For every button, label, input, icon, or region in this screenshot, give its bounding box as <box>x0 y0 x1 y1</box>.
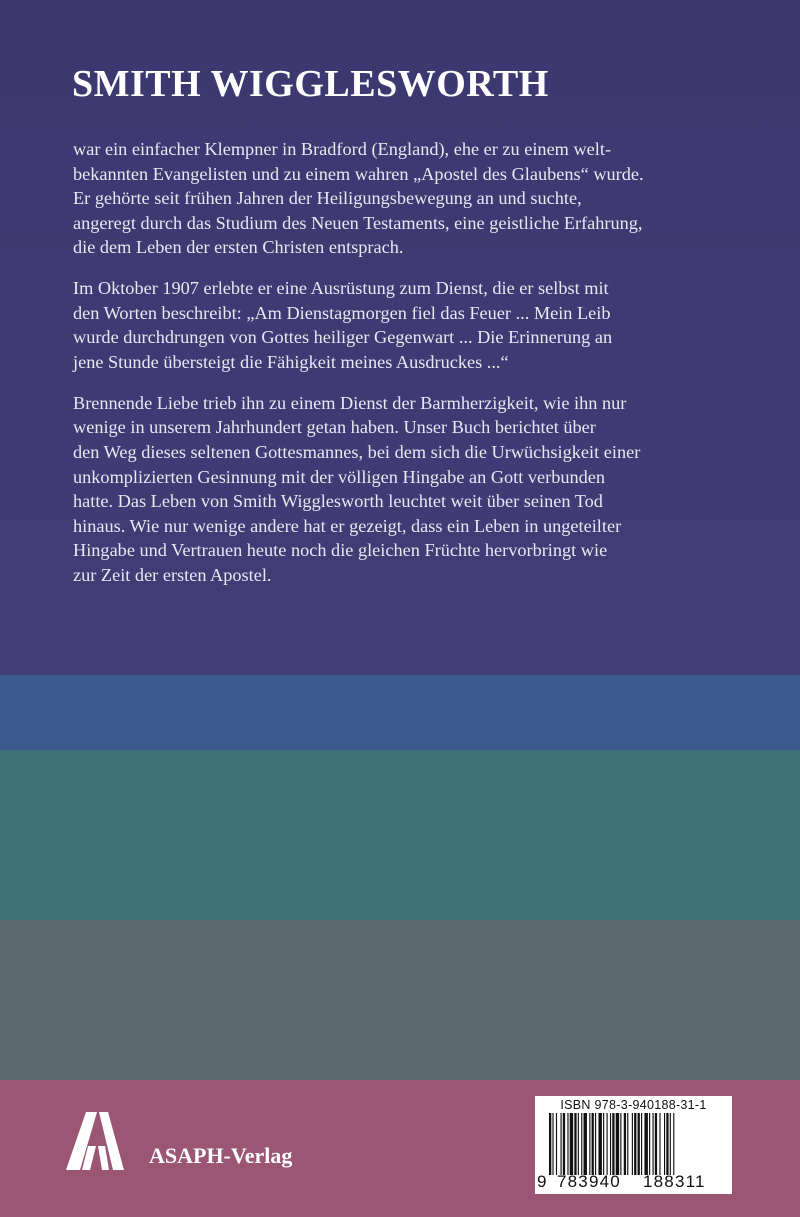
barcode-bar <box>592 1113 594 1175</box>
barcode-bar <box>581 1113 582 1175</box>
barcode-bar <box>649 1113 650 1175</box>
asaph-a-logo-icon <box>62 1112 128 1170</box>
barcode-bar <box>561 1113 562 1175</box>
publisher-name: ASAPH-Verlag <box>149 1143 293 1168</box>
barcode-bar <box>574 1113 576 1175</box>
isbn-label: ISBN 978-3-940188-31-1 <box>560 1098 707 1112</box>
blurb-line: Er gehörte seit frühen Jahren der Heiligungsbewegung an und suchte, <box>73 188 582 209</box>
blurb-paragraph-1 <box>73 137 733 260</box>
barcode-bar <box>659 1113 660 1175</box>
blurb-line: hatte. Das Leben von Smith Wigglesworth leuchtet weit über seinen Tod <box>73 491 603 512</box>
barcode-bar <box>670 1113 671 1175</box>
barcode-bar <box>673 1113 674 1175</box>
barcode-bar <box>664 1113 665 1175</box>
blurb-line: Im Oktober 1907 erlebte er eine Ausrüstung zum Dienst, die er selbst mit <box>73 278 609 299</box>
barcode-bar <box>632 1113 633 1175</box>
barcode-bar <box>612 1113 614 1175</box>
blurb-line: wurde durchdrungen von Gottes heiliger Gegenwart ... Die Erinnerung an <box>73 327 613 348</box>
blurb-paragraph-3 <box>73 391 733 588</box>
book-title: SMITH WIGGLESWORTH <box>72 63 549 105</box>
band-blue <box>0 675 800 750</box>
barcode-bar <box>644 1113 647 1175</box>
ean-group-right: 188311 <box>643 1172 706 1191</box>
barcode-bar <box>616 1113 619 1175</box>
barcode-bar <box>595 1113 596 1175</box>
barcode-bar <box>556 1113 557 1175</box>
blurb-line: den Worten beschreibt: „Am Dienstagmorgen fiel das Feuer ... Mein Leib <box>73 302 611 323</box>
ean-group-left: 783940 <box>557 1172 621 1191</box>
blurb-line: hinaus. Wie nur wenige andere hat er gezeigt, dass ein Leben in ungeteilter <box>73 515 622 536</box>
barcode-bar <box>624 1113 626 1175</box>
barcode-bar <box>552 1113 553 1175</box>
blurb-line: war ein einfacher Klempner in Bradford (England), ehe er zu einem welt- <box>73 139 612 159</box>
blurb-line: die dem Leben der ersten Christen entsprach. <box>73 237 404 258</box>
band-teal <box>0 750 800 920</box>
blurb-line: zur Zeit der ersten Apostel. <box>73 564 272 585</box>
barcode-bar <box>578 1113 579 1175</box>
blurb-line: wenige in unserem Jahrhundert getan haben. Unser Buch berichtet über <box>73 417 596 438</box>
isbn-barcode <box>535 1096 732 1194</box>
barcode-bar <box>634 1113 636 1175</box>
blurb-line: den Weg dieses seltenen Gottesmannes, bei dem sich die Urwüchsigkeit einer <box>73 441 641 462</box>
barcode-bar <box>607 1113 608 1175</box>
blurb-text <box>73 137 733 604</box>
barcode-bar <box>563 1113 565 1175</box>
barcode-bar <box>567 1113 568 1175</box>
barcode-bar <box>584 1113 587 1175</box>
blurb-line: jene Stunde übersteigt die Fähigkeit meines Ausdruckes ...“ <box>73 351 509 372</box>
blurb-line: angeregt durch das Studium des Neuen Testaments, eine geistliche Erfahrung, <box>73 212 643 233</box>
barcode-bar <box>655 1113 657 1175</box>
barcode-bar <box>603 1113 604 1175</box>
barcode-bar <box>641 1113 642 1175</box>
barcode-bar <box>627 1113 628 1175</box>
barcode-bar <box>570 1113 573 1175</box>
band-gray <box>0 920 800 1080</box>
blurb-line: Hingabe und Vertrauen heute noch die gleichen Früchte hervorbringt wie <box>73 540 608 561</box>
barcode-bar <box>653 1113 654 1175</box>
blurb-paragraph-2 <box>73 276 733 374</box>
barcode-bar <box>666 1113 668 1175</box>
blurb-line: bekannten Evangelisten und zu einem wahren „Apostel des Glaubens“ wurde. <box>73 163 644 184</box>
blurb-line: Brennende Liebe trieb ihn zu einem Dienst der Barmherzigkeit, wie ihn nur <box>73 392 627 413</box>
blurb-line: unkomplizierten Gesinnung mit der völligen Hingabe an Gott verbunden <box>73 466 606 487</box>
barcode-bar <box>610 1113 611 1175</box>
barcode-bar <box>598 1113 601 1175</box>
ean-first-digit: 9 <box>537 1172 548 1191</box>
barcode-bar <box>549 1113 551 1175</box>
barcode-bars <box>549 1113 727 1175</box>
barcode-bar <box>638 1113 640 1175</box>
barcode-bar <box>589 1113 590 1175</box>
barcode-bar <box>620 1113 621 1175</box>
